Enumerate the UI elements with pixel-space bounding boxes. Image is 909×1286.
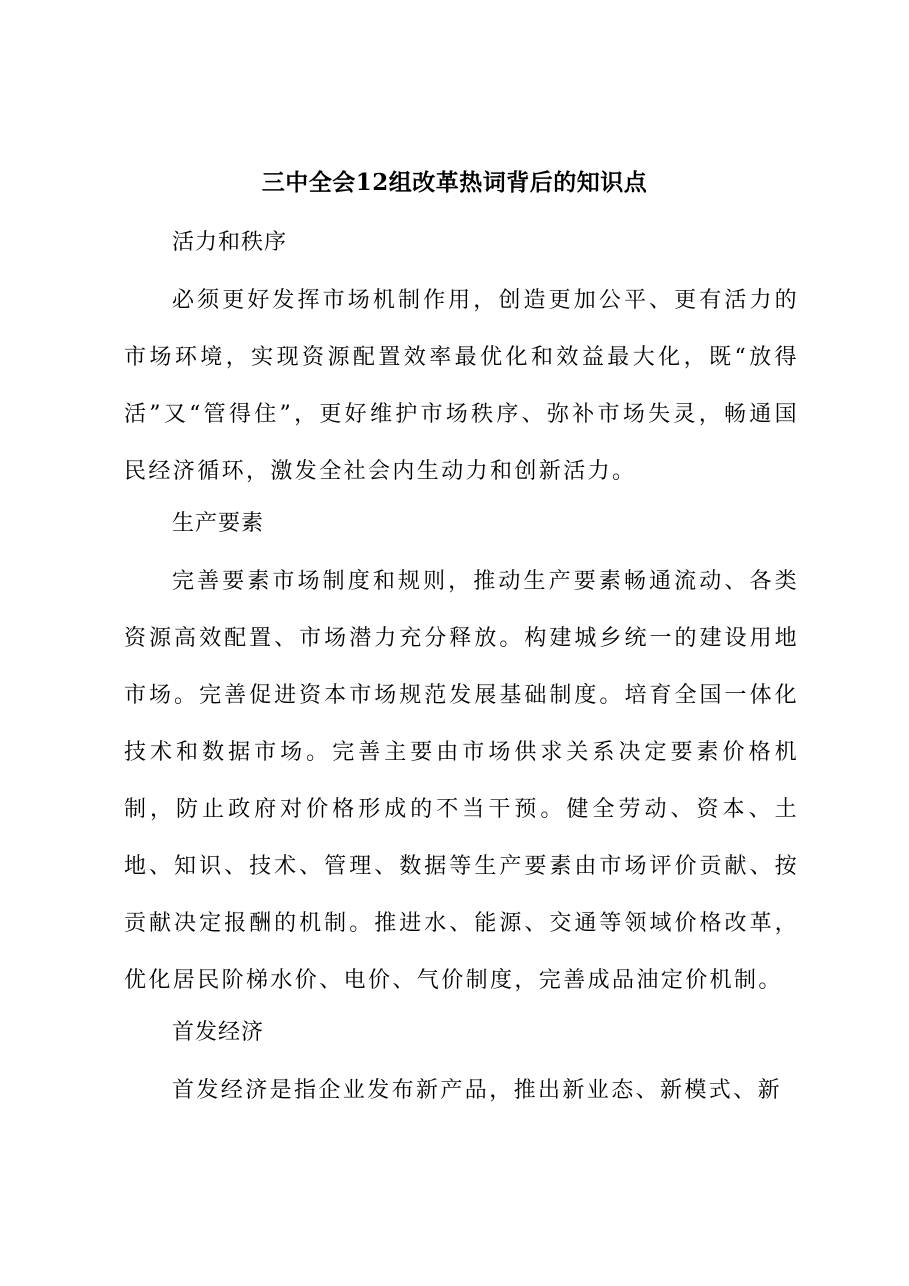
section-body-debut-economy: 首发经济是指企业发布新产品，推出新业态、新模式、新 [172,1078,783,1103]
document-title: 三中全会12组改革热词背后的知识点 [261,169,648,196]
section-heading-debut-economy: 首发经济 [172,1020,265,1045]
section-heading-vitality-order: 活力和秩序 [172,230,288,255]
section-heading-production-factors: 生产要素 [172,511,265,536]
section-body-production-factors: 完善要素市场制度和规则，推动生产要素畅通流动、各类资源高效配置、市场潜力充分释放。构建城乡统一的建设用地市场。完善促进资本市场规范发展基础制度。培育全国一体化技术和数据市场。完善主要由市场供求关系决定要素价格机制，防止政府对价格形成的不当干预。健全劳动、资本、土地、知识、技术、管理、数据等生产要素由市场评价贡献、按贡献决定报酬的机制。推进水、能源、交通等领域价格改革，优化居民阶梯水价、电价、气价制度，完善成品油定价机制。 [124,569,799,993]
section-body-vitality-order: 必须更好发挥市场机制作用，创造更加公平、更有活力的市场环境，实现资源配置效率最优化和效益最大化，既“放得活”又“管得住”，更好维护市场秩序、弥补市场失灵，畅通国民经济循环，激发全社会内生动力和创新活力。 [124,288,799,484]
